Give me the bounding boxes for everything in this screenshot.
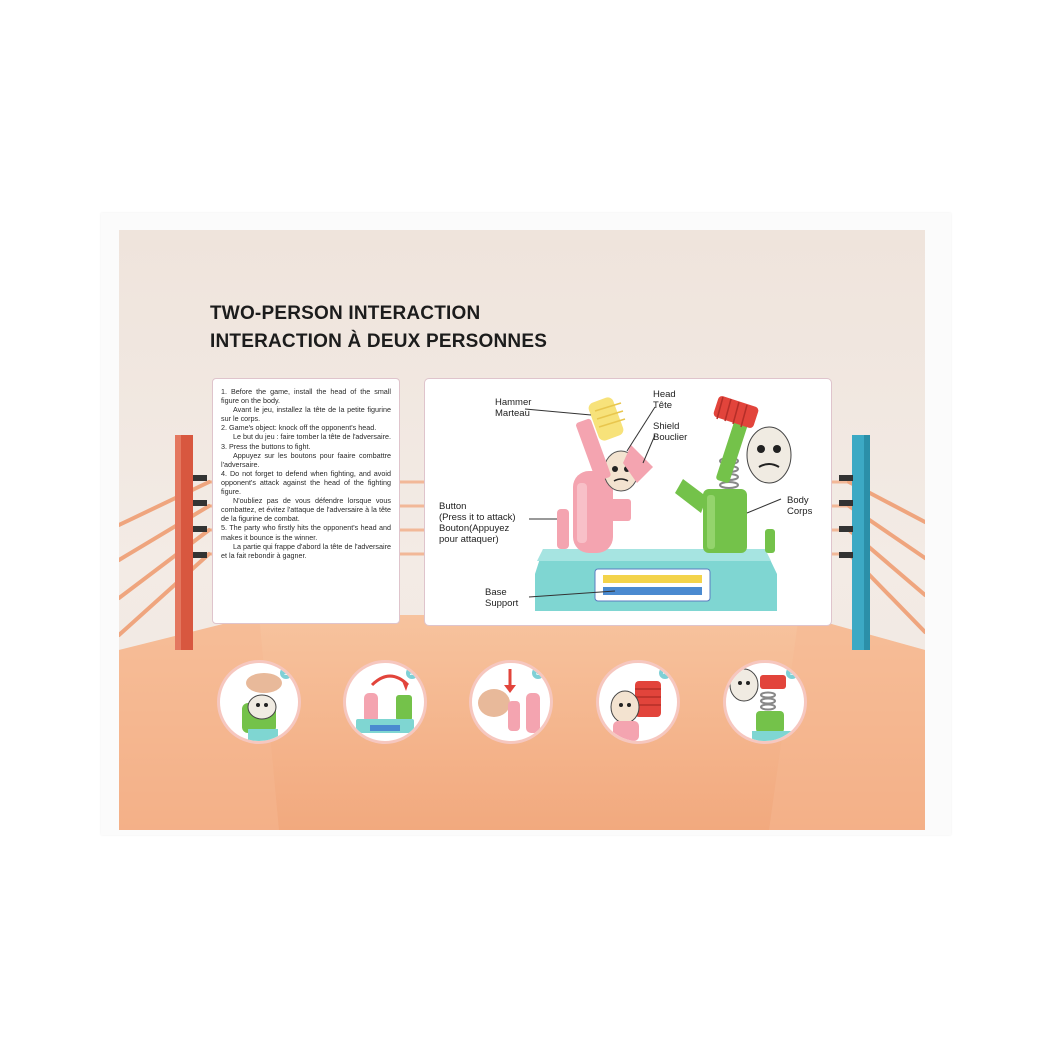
steps-row — [119, 650, 925, 760]
label-button — [439, 501, 516, 545]
instruction-1-fr: Avant le jeu, installez la tête de la petite figurine sur le corps. — [221, 405, 391, 424]
step-1-number: 1 — [280, 667, 292, 679]
step-4-number: 4 — [659, 667, 671, 679]
label-button-fr-note: pour attaquer) — [439, 534, 499, 545]
label-hammer-en: Hammer — [495, 397, 532, 408]
base-illustration — [535, 549, 777, 611]
label-button-en: Button — [439, 501, 467, 512]
label-base-fr: Support — [485, 598, 519, 609]
instruction-4-fr: N'oubliez pas de vous défendre lorsque vous combattez, et évitez l'attaque de l'adversaire à la tête de la figurine de combat. — [221, 496, 391, 524]
instruction-3-en: 3. Press the buttons to fight. — [221, 441, 311, 451]
label-shield-en: Shield — [653, 421, 680, 432]
step-3-press-button — [469, 660, 553, 744]
label-shield-fr: Bouclier — [653, 432, 688, 443]
step-5-winner — [723, 660, 807, 744]
label-head-fr: Tête — [653, 400, 673, 411]
label-hammer-fr: Marteau — [495, 408, 530, 419]
left-corner-post — [175, 435, 207, 650]
label-button-fr: Bouton(Appuyez — [439, 523, 510, 534]
instruction-5-en: 5. The party who firstly hits the opponent's head and makes it bounce is the winner. — [221, 523, 391, 542]
label-body-fr: Corps — [787, 506, 813, 517]
step-2-fight — [343, 660, 427, 744]
label-base-en: Base — [485, 587, 507, 598]
toy-parts-diagram — [424, 378, 832, 626]
label-button-en-note: (Press it to attack) — [439, 512, 516, 523]
instruction-2-fr: Le but du jeu : faire tomber la tête de l'adversaire. — [233, 432, 391, 442]
label-body-en: Body — [787, 495, 809, 506]
page-title — [210, 300, 547, 356]
instruction-3-fr: Appuyez sur les boutons pour faaire combattre l'adversaire. — [221, 450, 391, 469]
right-corner-post — [839, 435, 870, 650]
label-head — [653, 389, 676, 411]
instruction-panel — [119, 230, 925, 830]
instructions-box — [212, 378, 400, 624]
pink-figure — [573, 396, 653, 553]
green-figure — [675, 395, 791, 553]
instruction-2-en: 2. Game's object: knock off the opponent's head. — [221, 423, 377, 433]
title-english: TWO-PERSON INTERACTION — [210, 303, 481, 324]
label-head-en: Head — [653, 389, 676, 400]
step-2-number: 2 — [406, 667, 418, 679]
step-4-defend — [596, 660, 680, 744]
attack-button-illustration — [557, 509, 569, 549]
step-3-number: 3 — [532, 667, 544, 679]
label-base — [485, 587, 518, 609]
instruction-1-en: 1. Before the game, install the head of the small figure on the body. — [221, 387, 391, 406]
label-shield — [653, 421, 687, 443]
instruction-4-en: 4. Do not forget to defend when fighting, and avoid opponent's attack against the head of the fighting figure. — [221, 468, 391, 497]
title-french: INTERACTION À DEUX PERSONNES — [210, 331, 548, 352]
label-hammer — [495, 397, 531, 419]
instruction-5-fr: La partie qui frappe d'abord la tête de l'adversaire et la fait rebondir à gagner. — [221, 541, 391, 560]
step-5-number: 5 — [786, 667, 798, 679]
step-1-install-head — [217, 660, 301, 744]
label-body — [787, 495, 812, 517]
